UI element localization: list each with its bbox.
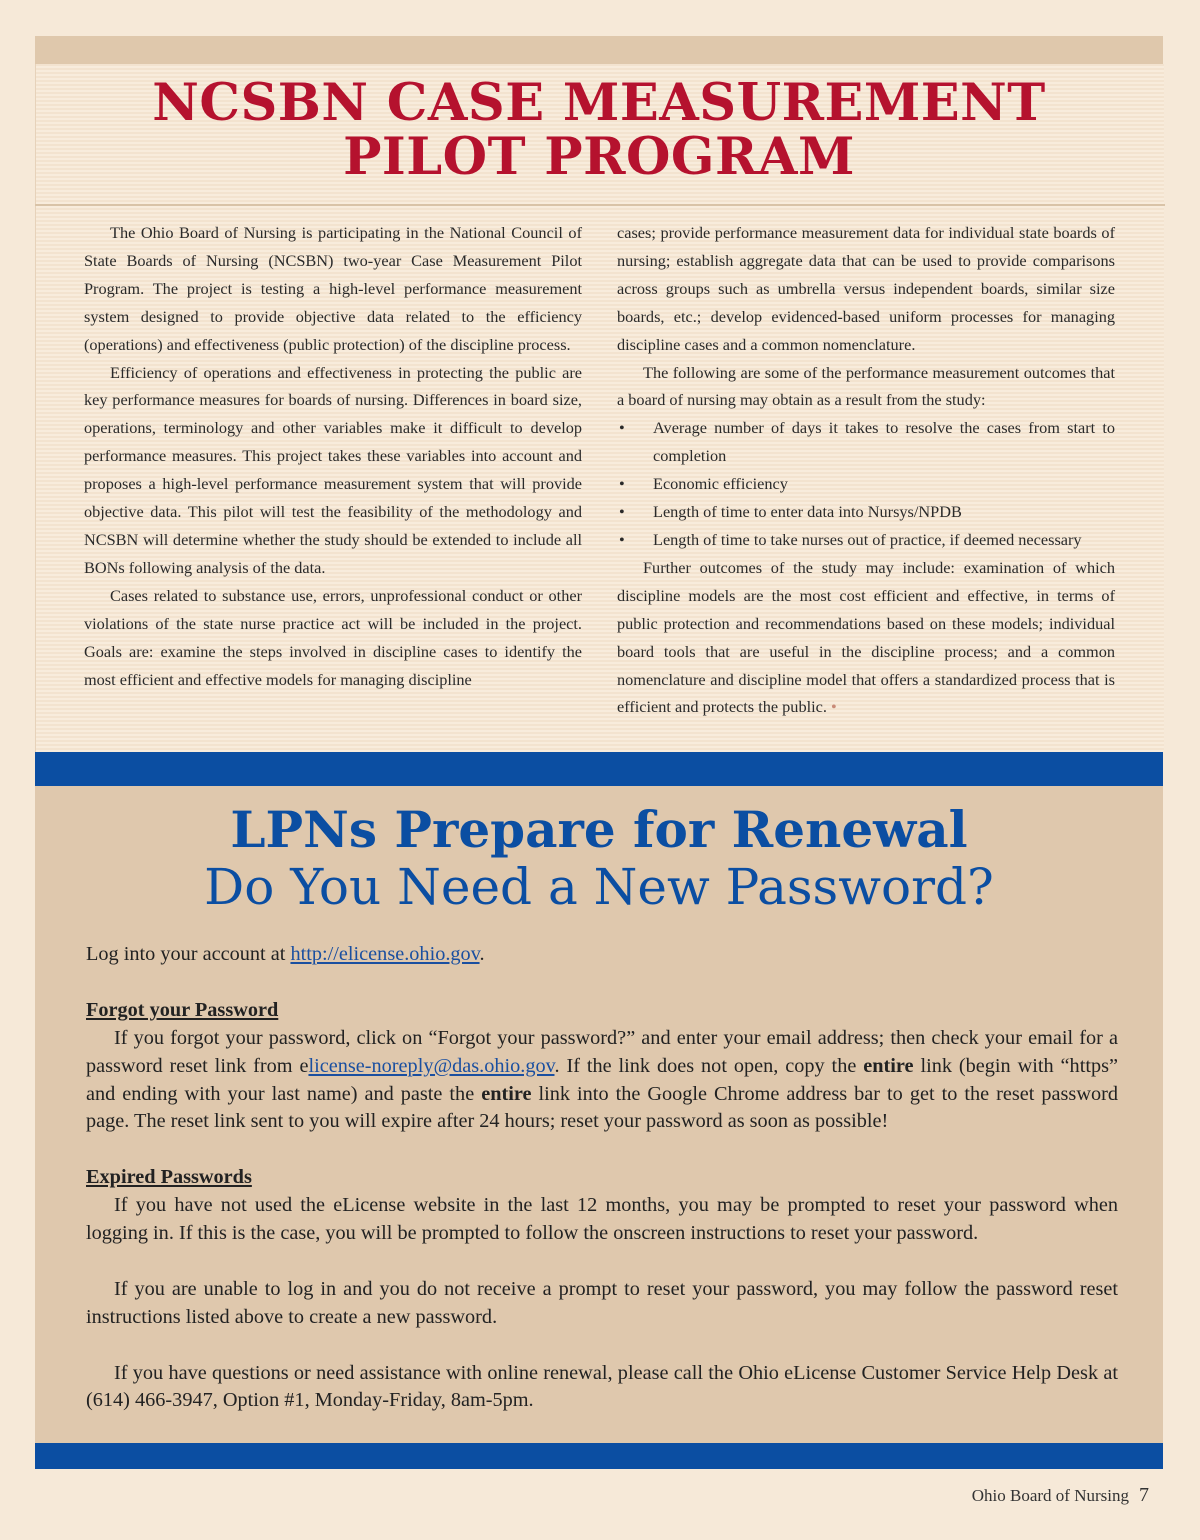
article1-title	[35, 73, 1163, 187]
blue-divider-band	[35, 752, 1163, 786]
help-desk-paragraph: If you have questions or need assistance with online renewal, please call the Ohio eLicense Customer Service Help Desk at (614) 466-3947, Option #1, Monday-Friday, 8am-5pm.	[86, 1361, 1118, 1412]
article2-body	[86, 941, 1118, 1415]
noreply-email-link[interactable]: license-noreply@das.ohio.gov	[308, 1054, 555, 1077]
spacer	[86, 1248, 1118, 1276]
article1-title-line2: PILOT PROGRAM	[343, 127, 855, 187]
bullet-icon: •	[619, 529, 625, 549]
forgot-password-heading: Forgot your Password	[86, 998, 279, 1021]
list-item	[617, 498, 1115, 526]
emphasis: entire	[481, 1082, 532, 1105]
text: link into the Google Chrome address bar to get to the reset password page. The reset link sent to you will expire after 24 hours; reset your password as soon as possible!	[86, 1082, 1118, 1133]
article2-title	[35, 800, 1163, 914]
article1-title-line1: NCSBN CASE MEASUREMENT	[152, 73, 1046, 133]
list-item	[617, 470, 1115, 498]
article2-title-sub: Do You Need a New Password?	[204, 858, 994, 916]
bullet-icon: •	[619, 502, 625, 522]
outcomes-list	[617, 414, 1115, 554]
blue-bottom-band	[35, 1443, 1163, 1469]
login-line	[86, 941, 1118, 969]
login-prefix: Log into your account at	[86, 943, 291, 965]
paragraph-continuation: cases; provide performance measurement data for individual state boards of nursing; establish aggregate data that can be used to provide comparisons across groups such as umbrella versus independent boards, similar size boards, etc.; develop evidenced-based uniform processes for managing discipline cases and a common nomenclature.	[617, 223, 1115, 354]
no-prompt-paragraph: If you are unable to log in and you do not receive a prompt to reset your password, you may follow the password reset instructions listed above to create a new password.	[86, 1277, 1118, 1328]
emphasis: entire	[863, 1054, 914, 1077]
list-item-text: Economic efficiency	[653, 474, 788, 494]
spacer	[86, 1136, 1118, 1164]
login-suffix: .	[479, 943, 485, 965]
end-mark-icon: •	[830, 697, 837, 717]
article2-title-main: LPNs Prepare for Renewal	[230, 800, 968, 859]
list-item	[617, 414, 1115, 470]
page-footer	[972, 1484, 1149, 1507]
list-item-text: Length of time to enter data into Nursys/NPDB	[653, 502, 962, 522]
elicense-link[interactable]: http://elicense.ohio.gov	[290, 943, 480, 965]
article1-left-column	[84, 219, 582, 693]
list-item-text: Average number of days it takes to resolve the cases from start to completion	[653, 418, 1115, 466]
forgot-password-paragraph	[86, 1025, 1118, 1137]
list-item-text: Length of time to take nurses out of practice, if deemed necessary	[653, 529, 1082, 549]
expired-passwords-heading: Expired Passwords	[86, 1166, 252, 1189]
paragraph: The Ohio Board of Nursing is participating in the National Council of State Boards of Nursing (NCSBN) two-year Case Measurement Pilot Program. The project is testing a high-level performance measurement system designed to provide objective data related to the efficiency (operations) and effectiveness (public protection) of the discipline process.	[84, 223, 582, 354]
spacer	[86, 969, 1118, 997]
footer-org: Ohio Board of Nursing	[971, 1486, 1129, 1505]
paragraph: Efficiency of operations and effectiveness in protecting the public are key performance measures for boards of nursing. Differences in board size, operations, terminology and other variables make it difficult to develop performance measures. This project takes these variables into account and proposes a high-level performance measurement system that will provide objective data. This pilot will test the feasibility of the methodology and NCSBN will determine whether the study should be extended to include all BONs following analysis of the data.	[84, 362, 582, 577]
bullet-icon: •	[619, 474, 625, 494]
article1-right-column	[617, 219, 1115, 721]
closing-text: Further outcomes of the study may include: examination of which discipline models are the most cost efficient and effective, in terms of public protection and recommendations based on these models; individual board tools that are useful in the discipline process; and a common nomenclature and discipline model that offers a standardized process that is efficient and protects the public.	[617, 557, 1115, 717]
top-decor-band	[35, 36, 1163, 64]
title-divider	[35, 204, 1165, 206]
spacer	[86, 1332, 1118, 1360]
text: link (begin with “https” and ending with your last name) and paste the	[86, 1054, 1118, 1105]
paragraph: The following are some of the performance measurement outcomes that a board of nursing may obtain as a result from the study:	[617, 362, 1115, 410]
text: If you forgot your password, click on “Forgot your password?” and enter your email address; then check your email for a password reset link from e	[86, 1026, 1118, 1077]
text: . If the link does not open, copy the	[554, 1054, 864, 1077]
paragraph: Cases related to substance use, errors, unprofessional conduct or other violations of the state nurse practice act will be included in the project. Goals are: examine the steps involved in discipline cases to identify the most efficient and effective models for managing discipline	[84, 585, 582, 689]
page-number: 7	[1139, 1484, 1149, 1506]
expired-paragraph: If you have not used the eLicense website in the last 12 months, you may be prompted to reset your password when logging in. If this is the case, you will be prompted to follow the onscreen instructions to reset your password.	[86, 1194, 1118, 1245]
paragraph	[617, 554, 1115, 721]
list-item	[617, 526, 1115, 554]
bullet-icon: •	[619, 418, 625, 438]
